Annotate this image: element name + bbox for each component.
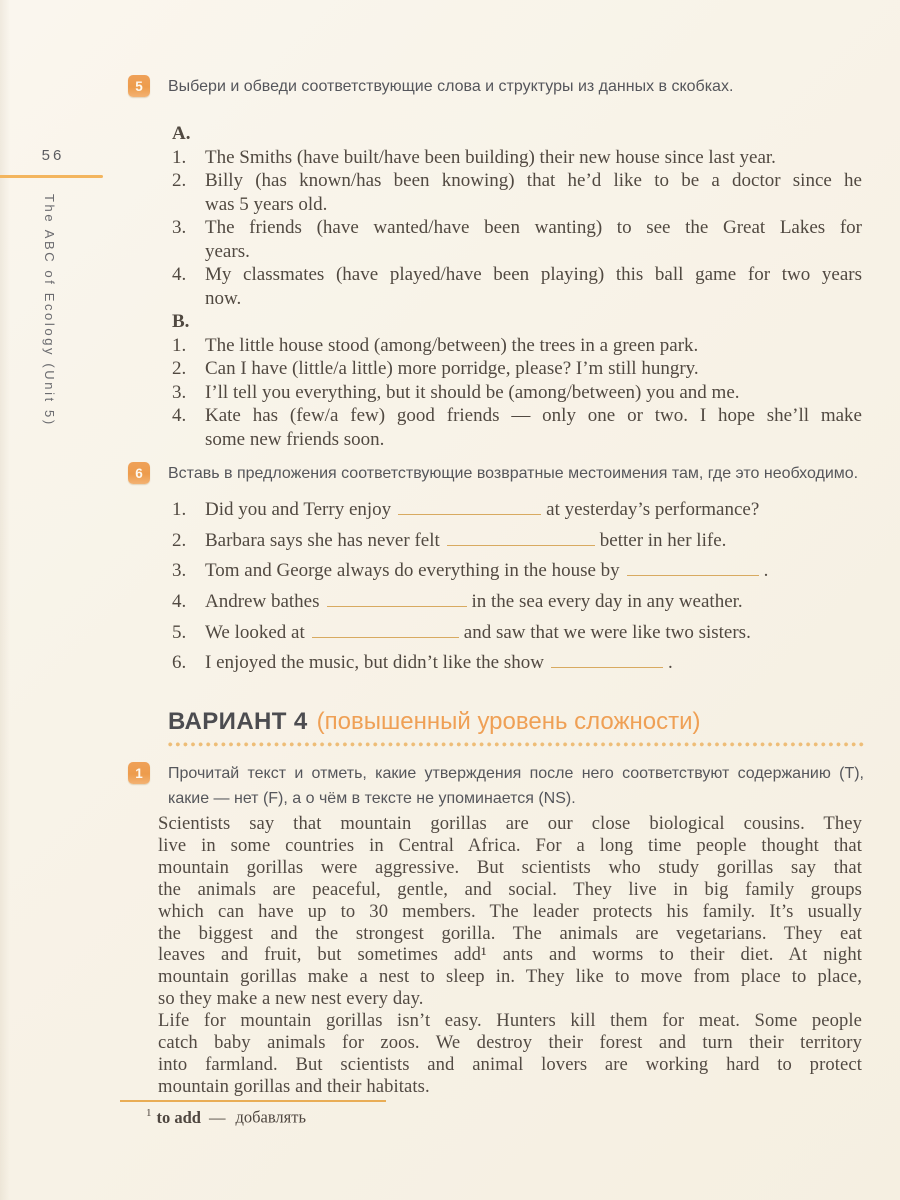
list-item — [172, 381, 862, 405]
item-number: 4. — [172, 591, 187, 613]
item-number: 1. — [172, 499, 187, 520]
passage-line: live in some countries in Central Africa. For a long time people thought that — [158, 834, 862, 856]
variant-title: ВАРИАНТ 4 — [168, 708, 308, 735]
passage-line: the animals are peaceful, gentle, and social. They live in big family groups — [158, 878, 862, 900]
passage-line: so they make a new nest every day. — [158, 988, 424, 1010]
list-item — [172, 169, 862, 216]
answer-blank[interactable] — [398, 502, 541, 515]
section-b-label: B. — [172, 311, 190, 332]
exercise5-header — [128, 74, 864, 99]
item-text-after: . — [667, 652, 673, 674]
item-number: 6. — [172, 652, 187, 674]
passage-line: mountain gorillas were aggressive. But scientists who study gorillas say that — [158, 856, 862, 878]
item-number: 4. — [172, 264, 187, 285]
item-text-after: at yesterday’s performance? — [546, 499, 760, 520]
exercise5-body — [172, 122, 862, 451]
exercise5-number-badge: 5 — [128, 75, 150, 97]
fill-in-item — [172, 652, 862, 683]
item-number: 3. — [172, 560, 187, 582]
item-number: 3. — [172, 381, 187, 403]
sidebar-rule — [0, 175, 103, 178]
exercise1-number-badge: 1 — [128, 762, 150, 784]
item-number: 3. — [172, 217, 187, 238]
passage-line: the biggest and the strongest gorilla. The animals are vegetarians. They eat — [158, 922, 862, 944]
exercise1-header — [128, 761, 864, 811]
fill-in-item — [172, 622, 862, 653]
item-text: The Smiths (have built/have been building) their new house since last year. — [205, 146, 776, 168]
item-text: years. — [205, 240, 250, 262]
passage-line: leaves and fruit, but sometimes add¹ ants and worms to their diet. At night — [158, 944, 862, 966]
footnote-term: to add — [156, 1107, 201, 1127]
passage-line: which can have up to 30 members. The leader protects his family. It’s usually — [158, 900, 862, 922]
answer-blank[interactable] — [327, 594, 467, 607]
item-text-before: Andrew bathes — [205, 591, 320, 613]
footnote-rule — [120, 1100, 386, 1102]
item-text-after: better in her life. — [599, 529, 727, 551]
item-text: My classmates (have played/have been playing) this ball game for two years — [205, 264, 862, 285]
footnote-dash: — — [208, 1107, 226, 1127]
list-item — [172, 146, 862, 170]
item-number: 1. — [172, 146, 187, 168]
item-number: 2. — [172, 529, 187, 551]
exercise6-instruction: Вставь в предложения соответствующие возвратные местоимения там, где это необходимо. — [168, 465, 859, 482]
variant-subtitle: (повышенный уровень сложности) — [316, 708, 701, 735]
item-text-before: Did you and Terry enjoy — [205, 499, 392, 520]
fill-in-item — [172, 560, 862, 591]
answer-blank[interactable] — [551, 655, 663, 668]
answer-blank[interactable] — [447, 533, 595, 546]
item-text-after: in the sea every day in any weather. — [471, 591, 743, 613]
list-item — [172, 263, 862, 310]
footnote — [146, 1107, 306, 1128]
variant-heading — [168, 708, 866, 747]
footnote-superscript: 1 — [146, 1107, 152, 1119]
item-text: The friends (have wanted/have been wanting) to see the Great Lakes for — [205, 217, 862, 238]
item-number: 2. — [172, 358, 187, 379]
passage-line: mountain gorillas make a nest to sleep in. They like to move from place to place, — [158, 966, 862, 988]
item-text: I’ll tell you everything, but it should be (among/between) you and me. — [205, 381, 740, 403]
item-text: Billy (has known/has been knowing) that he’d like to be a doctor since he — [205, 170, 862, 191]
item-text-before: We looked at — [205, 621, 305, 643]
passage-line: catch baby animals for zoos. We destroy their forest and turn their territory — [158, 1032, 862, 1054]
exercise6-number-badge: 6 — [128, 462, 150, 484]
list-item — [172, 334, 862, 358]
item-number: 5. — [172, 621, 187, 643]
answer-blank[interactable] — [627, 563, 759, 576]
exercise6-body — [172, 499, 862, 683]
item-number: 4. — [172, 405, 187, 426]
passage-line: Scientists say that mountain gorillas are our close biological cousins. They — [158, 813, 862, 834]
book-title-vertical: The ABC of Ecology (Unit 5) — [42, 194, 57, 427]
reading-passage — [158, 813, 862, 1098]
list-item — [172, 357, 862, 381]
passage-line: Life for mountain gorillas isn’t easy. Hunters kill them for meat. Some people — [158, 1010, 862, 1032]
item-text-before: I enjoyed the music, but didn’t like the show — [205, 652, 544, 674]
item-text-before: Tom and George always do everything in the house by — [205, 560, 620, 582]
item-text: The little house stood (among/between) the trees in a green park. — [205, 334, 699, 356]
page-number: 56 — [41, 147, 65, 164]
exercise5-instruction: Выбери и обведи соответствующие слова и структуры из данных в скобках. — [168, 78, 734, 95]
item-number: 2. — [172, 170, 187, 191]
item-text-after: . — [763, 560, 769, 582]
scan-edge-shade — [0, 0, 10, 1200]
answer-blank[interactable] — [312, 625, 459, 638]
section-a-label: A. — [172, 123, 191, 144]
item-text: now. — [205, 287, 242, 309]
item-text-after: and saw that we were like two sisters. — [463, 621, 751, 643]
exercise6-header — [128, 461, 864, 486]
fill-in-item — [172, 499, 862, 530]
exercise1-instruction-line: какие — нет (F), а о чём в тексте не упоминается (NS). — [168, 790, 576, 807]
item-text: was 5 years old. — [205, 193, 328, 215]
footnote-definition: добавлять — [235, 1107, 306, 1127]
item-number: 1. — [172, 334, 187, 356]
item-text: Can I have (little/a little) more porridge, please? I’m still hungry. — [205, 358, 699, 379]
passage-line: mountain gorillas and their habitats. — [158, 1075, 430, 1097]
list-item — [172, 216, 862, 263]
item-text-before: Barbara says she has never felt — [205, 529, 440, 551]
list-item — [172, 404, 862, 451]
passage-line: into farmland. But scientists and animal lovers are working hard to protect — [158, 1053, 862, 1075]
item-text: Kate has (few/a few) good friends — only one or two. I hope she’ll make — [205, 405, 862, 426]
exercise1-instruction-line: Прочитай текст и отметь, какие утверждения после него соответствуют содержанию (T), — [168, 765, 864, 782]
dotted-divider — [168, 742, 866, 747]
item-text: some new friends soon. — [205, 428, 385, 450]
fill-in-item — [172, 591, 862, 622]
fill-in-item — [172, 530, 862, 561]
